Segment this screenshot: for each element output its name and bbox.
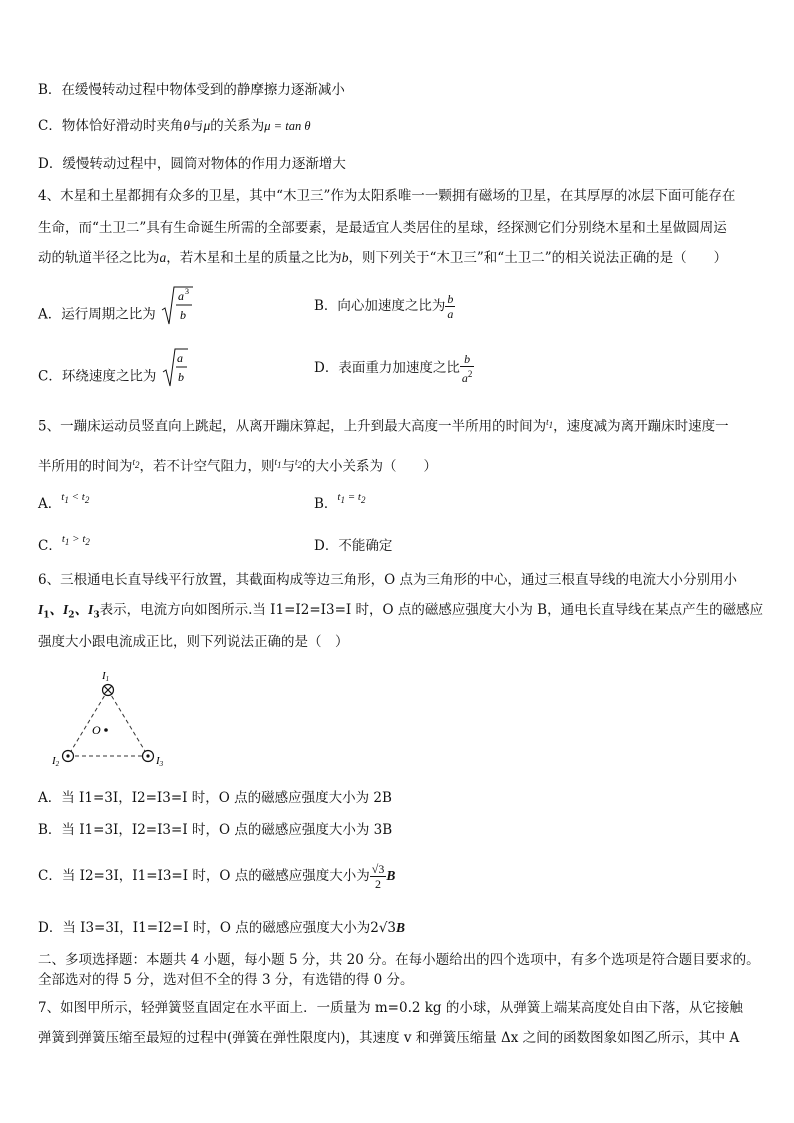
svg-text:3: 3 [185,287,190,296]
t1-symbol: t1 [546,417,554,430]
sqrt-icon [160,284,194,346]
svg-text:a: a [176,351,183,365]
q5-stem-line1: 5、一蹦床运动员竖直向上跳起，从离开蹦床算起，上升到最大高度一半所用的时间为$^{t_1}$，速度减为离开蹦床时速度一 [38,417,729,435]
section2-heading-line1: 二、多项选择题：本题共 4 小题，每小题 5 分，共 20 分。在每小题给出的四个选项中，有多个选项是符合题目要求的。 [38,952,760,968]
q7-stem-line1: 7、如图甲所示，轻弹簧竖直固定在水平面上．一质量为 m=0.2 kg 的小球，从弹簧上端某高度处自由下落，从它接触 [38,1000,743,1016]
center-point [104,728,108,732]
q6-stem-line2: $I_1$、$I_2$、$I_3$表示，电流方向如图所示.当 I1=I2=I3=I 时，O 点的磁感应强度大小为 B，通电长直导线在某点产生的磁感应 [38,602,764,621]
svg-text:b: b [177,370,184,384]
q6-stem-line3: 强度大小跟电流成正比，则下列说法正确的是（ ） [38,634,349,650]
q5-option-d: D．不能确定 [314,538,393,554]
q6-option-b: B．当 I1=3I，I2=I3=I 时，O 点的磁感应强度大小为 3B [38,822,393,838]
q4-stem-line1: 4、木星和土星都拥有众多的卫星，其中“木卫三”作为太阳系唯一一颗拥有磁场的卫星，在其厚厚的冰层下面可能存在 [38,188,736,204]
q6-option-d: D．当 I3=3I，I1=I2=I 时，O 点的磁感应强度大小为2√3B [38,920,406,936]
label-i1: I1 [102,670,110,683]
triangle-current-figure [48,668,178,768]
q7-stem-line2: 弹簧到弹簧压缩至最短的过程中(弹簧在弹性限度内)，其速度 v 和弹簧压缩量 Δx 之间的函数图象如图乙所示，其中 A [38,1030,740,1046]
q5-option-b: B．$^{t_1 = t_2}$ [314,491,366,512]
svg-text:b: b [180,308,187,322]
label-i3: I3 [156,755,164,768]
q6-option-a: A．当 I1=3I，I2=I3=I 时，O 点的磁感应强度大小为 2B [38,790,392,806]
wire-out-of-page-icon [63,751,74,762]
q6-option-c: C．当 I2=3I，I1=I3=I 时，O 点的磁感应强度大小为 $\frac{√3}{2}$ B [38,862,396,891]
wire-into-page-icon [103,685,114,696]
q4-option-b: B．向心加速度之比为 $\frac{b}{a}$ [314,292,454,321]
svg-text:a: a [178,289,185,303]
q6-stem-line1: 6、三根通电长直导线平行放置，其截面构成等边三角形，O 点为三角形的中心，通过三根直导线的电流大小分别用小 [38,572,737,588]
q3-option-d: D．缓慢转动过程中，圆筒对物体的作用力逐渐增大 [38,156,346,172]
q5-option-a: A．$^{t_1 < t_2}$ [38,491,90,512]
wire-out-of-page-icon [143,751,154,762]
q4-stem-line2: 生命，而“土卫二”具有生命诞生所需的全部要素，是最适宜人类居住的星球，经探测它们分别绕木星和土星做圆周运 [38,220,727,236]
sqrt-icon [161,346,189,408]
q3-option-c: C．物体恰好滑动时夹角θ与μ的关系为μ = tan θ [38,118,311,134]
q4-option-c: C．环绕速度之比为 a b [38,346,189,390]
label-i2: I2 [52,755,60,768]
q5-option-c: C．$^{t_1 > t_2}$ [38,533,90,554]
label-o: O [92,723,101,737]
q5-stem-line2: 半所用的时间为$^{t_2}$，若不计空气阻力，则$^{t_1}$与$^{t_2}$的大小关系为（ ） [38,457,438,475]
section2-heading-line2: 全部选对的得 5 分，选对但不全的得 3 分，有选错的得 0 分。 [38,972,414,988]
q4-option-d: D．表面重力加速度之比 $\frac{b}{a^2}$ [314,352,473,385]
q3-option-b: B．在缓慢转动过程中物体受到的静摩擦力逐渐减小 [38,82,345,98]
q4-option-a: A．运行周期之比为 a 3 b [38,284,194,328]
q4-stem-line3: 动的轨道半径之比为a，若木星和土星的质量之比为b，则下列关于“木卫三”和“土卫二”的相关说法正确的是（ ） [38,250,728,266]
